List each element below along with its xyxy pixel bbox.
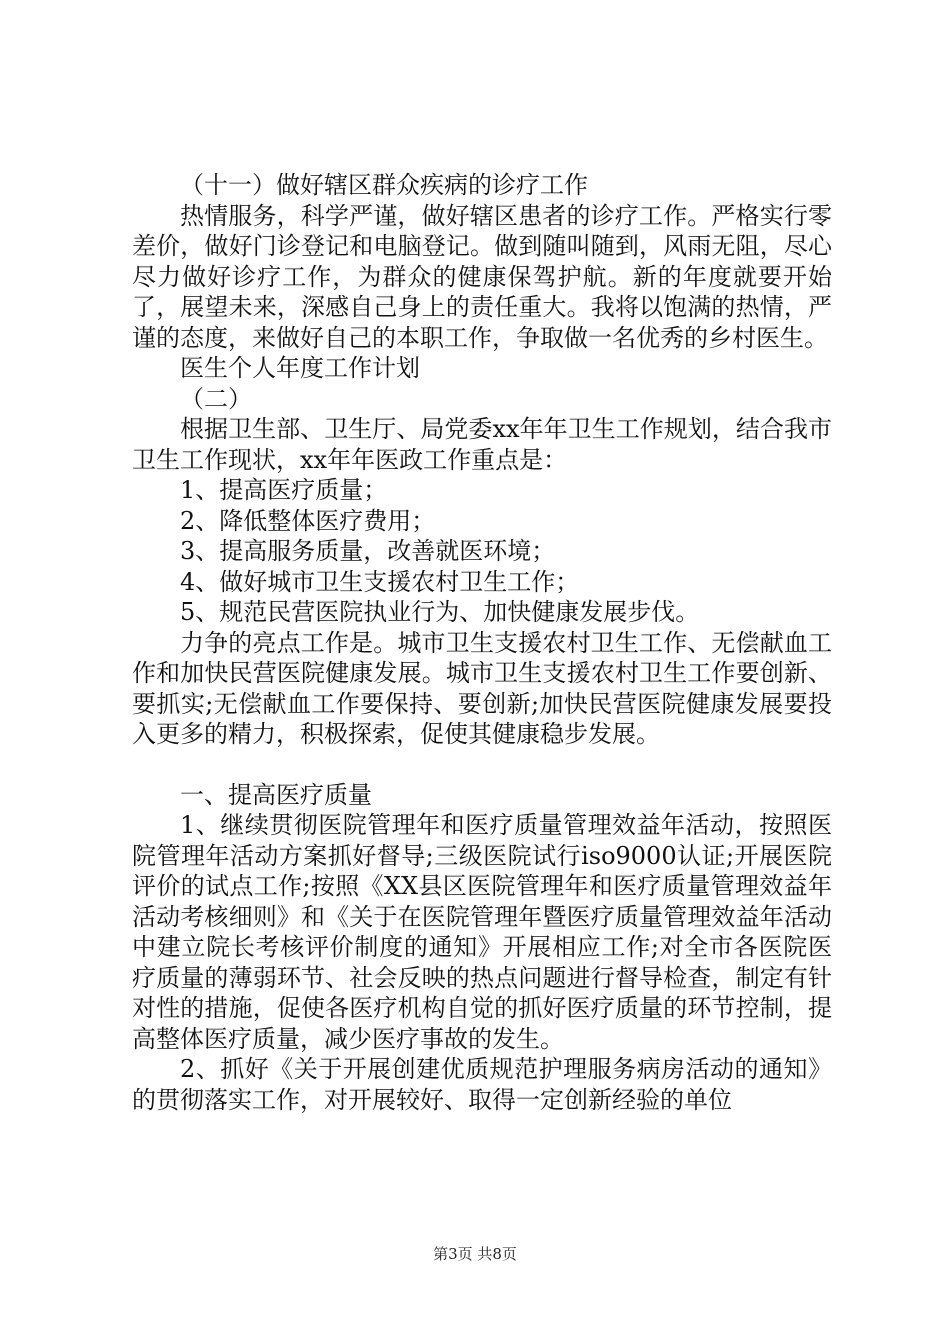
- section-heading-11: （十一）做好辖区群众疾病的诊疗工作: [180, 171, 588, 199]
- list-item-1: 1、提高医疗质量；: [180, 476, 388, 504]
- list-item-3: 3、提高服务质量，改善就医环境；: [180, 537, 556, 565]
- paragraph-quality-2: 2、抓好《关于开展创建优质规范护理服务病房活动的通知》的贯彻落实工作，对开展较好、取得一定创新经验的单位: [132, 1055, 832, 1114]
- list-item-5: 5、规范民营医院执业行为、加快健康发展步伐。: [180, 598, 700, 626]
- list-item-2: 2、降低整体医疗费用；: [180, 506, 436, 535]
- plan-title: 医生个人年度工作计划: [180, 354, 420, 382]
- list-item-4: 4、做好城市卫生支援农村卫生工作；: [180, 567, 580, 596]
- paragraph-quality-1: 1、继续贯彻医院管理年和医疗质量管理效益年活动，按照医院管理年活动方案抓好督导;三级医院试行iso9000认证;开展医院评价的试点工作;按照《XX县区医院管理年和医疗质量管理效益年活动考核细则》和《关于在医院管理年暨医疗质量管理效益年活动中建立院长考核评价制度的通知》开展相应工作;对全市各医院医疗质量的薄弱环节、社会反映的热点问题进行督导检查，制定有针对性的措施，促使各医疗机构自觉的抓好医疗质量的环节控制，提高整体医疗质量，减少医疗事故的发生。: [132, 811, 832, 1053]
- paragraph-highlights: 力争的亮点工作是。城市卫生支援农村卫生工作、无偿献血工作和加快民营医院健康发展。城市卫生支援农村卫生工作要创新、要抓实;无偿献血工作要保持、要创新;加快民营医院健康发展要投入更多的精力，积极探索，促使其健康稳步发展。: [132, 628, 832, 748]
- spacer: [132, 750, 832, 780]
- document-body: [132, 170, 832, 1115]
- page-number-footer: 第3页 共8页: [433, 1245, 517, 1263]
- plan-number: （二）: [180, 384, 252, 413]
- section-heading-1: 一、提高医疗质量: [180, 780, 372, 809]
- paragraph-diagnosis-work: 热情服务，科学严谨，做好辖区患者的诊疗工作。严格实行零差价，做好门诊登记和电脑登记。做到随叫随到，风雨无阻，尽心尽力做好诊疗工作，为群众的健康保驾护航。新的年度就要开始了，展望未来，深感自己身上的责任重大。我将以饱满的热情，严谨的态度，来做好自己的本职工作，争取做一名优秀的乡村医生。: [132, 201, 832, 352]
- paragraph-plan-intro: 根据卫生部、卫生厅、局党委xx年年卫生工作规划，结合我市卫生工作现状，xx年年医政工作重点是：: [132, 415, 832, 474]
